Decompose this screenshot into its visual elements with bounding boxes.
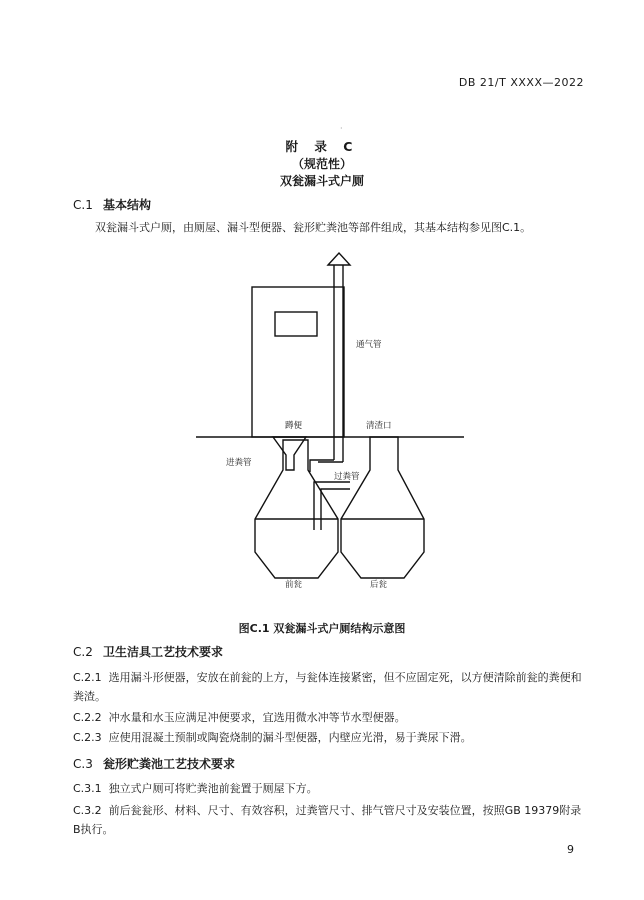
clause-number: C.3.1 xyxy=(73,782,102,795)
annex-type: （规范性） xyxy=(291,157,352,171)
label-transfer-pipe: 过粪管 xyxy=(334,472,360,482)
label-toilet: 蹲便 xyxy=(285,421,303,431)
label-cleanout: 清渣口 xyxy=(366,421,392,431)
house-window xyxy=(275,312,317,336)
funnel-toilet xyxy=(273,437,306,470)
clause-text: 应使用混凝土预制或陶瓷烧制的漏斗型便器，内壁应光滑，易于粪尿下滑。 xyxy=(108,731,472,744)
clause-number: C.3.2 xyxy=(73,804,102,817)
annex-dot: · xyxy=(340,124,343,133)
label-rear-tank: 后瓮 xyxy=(370,580,388,590)
clause-text: 选用漏斗形便器，安放在前瓮的上方，与瓮体连接紧密，但不应固定死，以方便清除前瓮的粪便和粪渣。 xyxy=(73,671,582,703)
page-number: 9 xyxy=(567,843,574,856)
section-c3-heading xyxy=(73,755,235,772)
section-title: 基本结构 xyxy=(103,198,152,212)
clause-number: C.2.3 xyxy=(73,731,102,744)
clause-number: C.2.2 xyxy=(73,711,102,724)
clause-text: 独立式户厕可将贮粪池前瓮置于厕屋下方。 xyxy=(108,782,318,795)
clause-c3-2 xyxy=(73,801,585,839)
clause-c2-3 xyxy=(73,728,585,747)
document-id: DB 21/T XXXX—2022 xyxy=(458,76,584,89)
section-number: C.1 xyxy=(73,198,93,212)
section-title: 瓮形贮粪池工艺技术要求 xyxy=(103,757,236,771)
vent-pipe-cap xyxy=(328,253,350,265)
clause-number: C.2.1 xyxy=(73,671,102,684)
toilet-house xyxy=(252,287,344,437)
section-c1-paragraph: 双瓮漏斗式户厕，由厕屋、漏斗型便器、瓮形贮粪池等部件组成，其基本结构参见图C.1。 xyxy=(95,221,532,234)
clause-c2-1 xyxy=(73,668,585,706)
label-vent-pipe: 通气管 xyxy=(356,340,382,350)
clause-text: 前后瓮瓮形、材料、尺寸、有效容积，过粪管尺寸、排气管尺寸及安装位置，按照GB 19379附录B执行。 xyxy=(73,804,582,836)
label-front-tank: 前瓮 xyxy=(285,580,303,590)
rear-tank xyxy=(341,437,424,578)
clause-text: 冲水量和水玉应满足冲便要求，宜选用微水冲等节水型便器。 xyxy=(108,711,406,724)
annex-title: 附 录 C xyxy=(285,139,359,154)
clause-c2-2 xyxy=(73,708,585,727)
section-c2-heading xyxy=(73,643,223,660)
label-inlet-pipe: 进粪管 xyxy=(226,458,252,468)
section-title: 卫生洁具工艺技术要求 xyxy=(103,645,224,659)
section-number: C.3 xyxy=(73,757,93,771)
figure-caption: 图C.1 双瓮漏斗式户厕结构示意图 xyxy=(238,622,406,635)
clause-c3-1 xyxy=(73,779,585,798)
annex-name: 双瓮漏斗式户厕 xyxy=(279,174,364,188)
section-number: C.2 xyxy=(73,645,93,659)
